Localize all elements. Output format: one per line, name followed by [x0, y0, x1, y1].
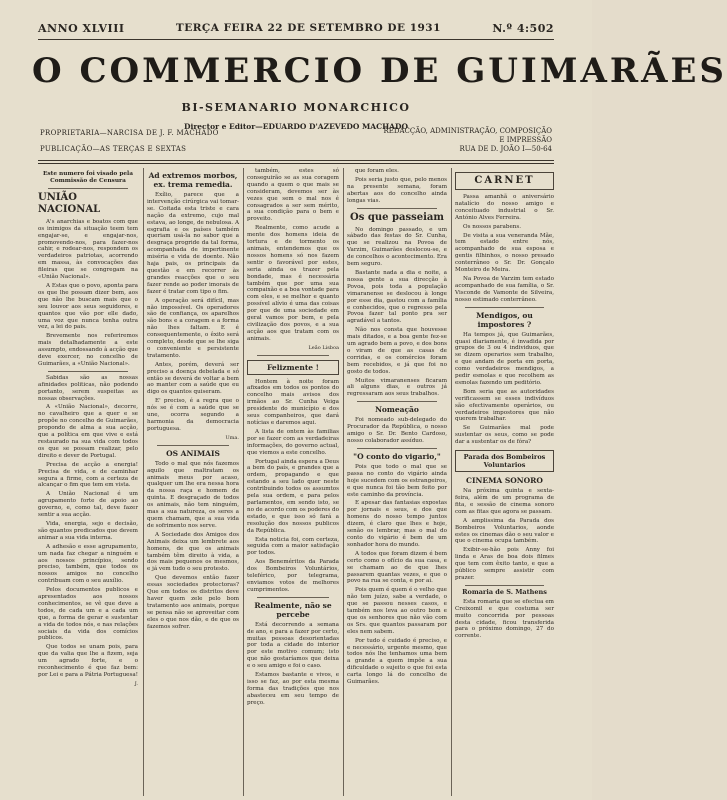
header-rule	[38, 160, 554, 161]
headline-realmente: Realmente, não se percebe	[254, 600, 332, 619]
headline-felizmente: Felizmente !	[247, 360, 339, 375]
office-line-1: REDACÇÃO, ADMINISTRAÇÃO, COMPOSIÇÃO	[383, 127, 552, 135]
paragraph: Pois seria justo que, pelo menos na presente semana, foram abertas aos do concelho ainda longas vias.	[347, 176, 447, 204]
paragraph: Bom seria que as autoridades verificassem se esses indivíduos são efectivamente operários, ou verdadeiros impostores que não querem trabalhar.	[455, 388, 554, 423]
paragraph: Pois que todo o mal que se passa no conto do vigário ainda hoje sucedem com os estrangeiros, e que nunca foi tão bem feito por este caminho da província.	[347, 463, 447, 498]
divider	[257, 597, 329, 598]
paragraph: Estamos bastante e vivos, e isso se faz, ao por esta mesma forma das tradições que nos abasteceu em seu tempo de preço.	[247, 672, 339, 706]
paragraph: Sabidas são as nossas afinidades politicas, não podendo portanto, serem suspeitas as nossas observações.	[38, 374, 138, 402]
column-2	[147, 168, 239, 796]
headline-nomeacao: Nomeação	[375, 405, 419, 415]
paragraph: Antes, porém, deverá ser preciso a doença debelada e só então se deverá de voltar a bem ao manter com a saúde que eu digo os quantos quiseram.	[147, 361, 239, 396]
headline-os-que-passeiam: Os que passeiam	[350, 211, 444, 223]
paragraph: Que todos se unam pois, para que da valia que lhe a fizem, seja um agrado forte, e o reconhecimento é que faz bem: por Lei e para a Pátria Portuguesa!	[38, 644, 138, 678]
paragraph: Pelos documentos publicos e apresentados aos nossos conhecimentos, se vê que deve a todos, de cada um e a cada um que, a forma de gerar e sustentar a vida de todos nós, e nas relações sociais da vida dos comícios publicos.	[38, 587, 138, 642]
column-separator	[451, 168, 452, 796]
headline-romaria: Romaria de S. Mathens	[462, 587, 547, 596]
paragraph: Pois quem é quem é o velho que não tem juízo, sabe a verdade, o que se passou nesses casos, e também nos leva ao outro bom e que os senhores que não vão com os Srs. que quantos passaram por eles nem sabem.	[347, 587, 447, 635]
signature: Uma.	[225, 434, 239, 441]
divider	[48, 371, 128, 372]
paragraph: Por tudo é cuidado é preciso, e e necessário, urgente mesmo, que todos nós lhe tenhamos uma bem a grande a quem impõe a sua dificuldade o sujeito o que foi esta carta longo lá do concelho de Guimarães.	[347, 637, 447, 686]
paragraph: Na Povoa de Varzim tem estado acompanhado de sua família, o Sr. Visconde de Vamonte de Silveira, nosso estimado conterrâneo.	[455, 275, 554, 303]
paragraph: Todo o mal que nós fazemos aquilo que maltratam os animais meus por acaso, qualquer um lhe era nessa hora da nossa raça e homem de quinta. E desgraçado de todos os animais, não tem ninguém, mas a sua natureza, os seres a quem chamam, que a sua vida de sofrimento nos serve.	[147, 460, 239, 529]
paragraph: Que devemos então fazer essas sociedades protectoras? Que em todos os distritos deve haver quem zele pelo bom tratamento aos animais, porque se pensa não se aproveitar com eles o que nos dão, e de que os fazemos sofrer.	[147, 575, 239, 630]
office-line-2: E IMPRESSÃO	[499, 136, 552, 144]
headline-carnet: CARNET	[455, 172, 554, 190]
paragraph: A adhesão e esse agrupamento, um nada faz chegar a ninguém e aos nossos princípios, sendo preciso, também, que todos os nossos amigos no concelho contribuam com o seu auxílio.	[38, 543, 138, 585]
censor-note: Este numero foi visado pela Commissão de Censura	[42, 171, 134, 184]
paragraph: No domingo passado, e um sábado das festas do Sr. Cunha, que se realizou na Povoa de Varzim, Guimarães deslocou-se, e de concelhos o acontecimento. Era bem seguro.	[347, 226, 447, 268]
headline-ad-extremos: Ad extremos morbos, ex. trema remedia.	[148, 171, 238, 189]
headline-os-animais: OS ANIMAIS	[166, 448, 220, 458]
paragraph: Precisa de acção a energia! Precisa de vida, e de caminhar segura a firme, com a certeza de alcançar o fim que tem em vista.	[38, 461, 138, 489]
column-separator	[143, 168, 144, 796]
paragraph: Exibir-se-hão pois Anny foi linda e Aras de boa dois filmes que tem com êxito tanto, e que a público sempre assistir com prazer.	[455, 547, 554, 581]
divider	[48, 188, 128, 189]
paragraph: Se Guimarães mal pode sustentar os seus, como se pode dar a sustentar os de fóra?	[455, 425, 554, 446]
paragraph: Esta romaria que se efectua em Creixomil e que costuma ser muito concorrida por pessoas desta cidade, ficou transferida para o próximo domingo, 27 do corrente.	[455, 598, 554, 640]
masthead-subtitle: BI-SEMANARIO MONARCHICO	[181, 101, 411, 114]
paragraph: Bastante nada a dia e noite, a nossa gente a sua direcção à Povoa, pois toda a população vimaranense se deslocou à longe por esse dia, gastou com a família e conhecidos, que o regresso pela Povoa fazer tal ponto pra ser agradável a tantos.	[347, 269, 447, 325]
paragraph: Na próxima quinta e sexta-feira, além de um programa de fita, e sessão de cinema sonoro com as fitas que agora se passam.	[455, 488, 554, 515]
paragraph: A União Nacional é um agrupamento forte de apoio ao governo, e, como tal, deve fazer sentir a sua acção.	[38, 491, 138, 519]
divider	[357, 208, 437, 209]
top-info-line	[38, 22, 554, 35]
headline-mendigos: Mendigos, ou impostores ?	[476, 310, 533, 329]
divider	[257, 355, 329, 356]
paragraph: Vida, energia, sejo e decisão, são quantos predicados que devem animar a sua vida interna.	[38, 520, 138, 541]
paragraph: De visita a sua veneranda Mãe, tem estado entre nós, acompanhado de sua esposa e gentis filhinhos, o nosso presado conterrâneo o Sr. Dr. Gonçalo Monteiro de Meira.	[455, 232, 554, 274]
divider	[465, 307, 544, 308]
paragraph: A amplissima da Parada dos Bombeiros Voluntarios, aonde estes os cinemas dão o seu valor e que o cinema ocupa também.	[455, 517, 554, 545]
column-1	[38, 168, 138, 796]
masthead-title: O COMMERCIO DE GUIMARÃES	[32, 51, 727, 91]
owner-line: PROPRIETARIA—NARCISA DE J. F. MACHADO	[40, 129, 219, 137]
paragraph: também, estes só conseguirão se as sua coragem quando a quem o que mais se consideram, devemos ser às vezes que sem o mal nos é consagrados a ser sem mérito, a sua condição para o bem e proveito.	[247, 168, 339, 223]
paragraph: E' preciso, é a regra que o nós se é com a saúde que se une, ocorra segundo a harmonia da democracia portuguesa.	[147, 398, 239, 432]
paragraph: Esta noticia foi, com certeza, seguida com a maior satisfação por todos.	[247, 536, 339, 557]
headline-uniao-nacional: UNIÃO NACIONAL	[38, 191, 101, 215]
paragraph: Passa amanhã o aniversário natalício do nosso amigo e conceituado industrial o Sr. António Alves Ferreira.	[455, 194, 554, 221]
paragraph: A's anarchias e boatos com que os inimigos da situação teem tem engajar-se, e engajar-nos, promovendo-nos, para fazer-nos cahir, e rodear-nos, respondem os verdadeiros patriotas, acorrendo em massa, às convocações das fileiras que se congregam na «União Nacional».	[38, 218, 138, 281]
paragraph: Aos Beneméritos da Parada dos Bombeiros Voluntários, teleférico, por telegrama, enviamos votos de melhores cumprimentos.	[247, 559, 339, 593]
paragraph: Muitos vimaranenses ficaram ali alguns dias, e outros já regressaram aos seus trabalhos.	[347, 377, 447, 398]
paragraph: A Sociedade dos Amigos dos Animais deixa um lembrete aos homens, de que os animais também têm direito à vida, a dos mais pequenos os mesmos, e já vem tudo o seu protesto.	[147, 531, 239, 573]
paragraph: Foi nomeado sub-delegado do Procurador da República, o nosso amigo o Sr. Dr. Bento Cardoso, nosso colaborador assíduo.	[347, 417, 447, 444]
date-label: TERÇA FEIRA 22 DE SETEMBRO DE 1931	[175, 22, 441, 34]
column-separator	[343, 168, 344, 796]
address-line: RUA DE D. JOÃO I—50-64	[459, 145, 552, 153]
header-rule-2	[38, 163, 554, 164]
headline-conto-do-vigario: "O conto do vigario,"	[353, 451, 441, 461]
paragraph: A lista de ontem às familias por se fazer com as verdadeiras informações, do governo actual, que viemos a este concelho.	[247, 428, 339, 456]
paragraph: Hontem à noite foram afixados em todos os pontos do concelho mais avisos dos irmãos ao Sr. Cunha Veiga presidente do município e dos seus companheiros, que dará notícias e daremos aqui.	[247, 378, 339, 426]
top-rule	[38, 39, 554, 40]
paragraph: Os nossos parabens.	[463, 223, 522, 230]
year-label: ANNO XLVIII	[38, 22, 125, 35]
paragraph: Exílio, parece que a intervenção cirúrgica vai tomar-se. Coitada esta triste e cara nação da extremo, cujo mal estava, ao longe, de nebulosa. A esgrafia e os países também queriam usá-la no sabor que a desgraça progride da tal forma, acompanhada de impertinente miséria e vida de doente. Não haja pais, os principais da questão e em recorrer às grandes reacções que o seu fazer rende ao poder imorais de fazer é tratar com tipo o fim.	[147, 192, 239, 295]
signature: Leão Lisboa	[308, 344, 339, 351]
paragraph: que foram eles.	[355, 168, 399, 174]
paragraph: A operação será difícil, mas não impossível. Os operadores são de confiança, os aparelhos são bons e a coragem e a forma não lhes faltam. E é consequentemente, o êxito será completo, desde que se lhe siga o conveniente e persistente tratamento.	[147, 297, 239, 359]
issue-number: N.º 4:502	[492, 22, 554, 35]
publication-line: PUBLICAÇÃO—AS TERÇAS E SEXTAS	[40, 145, 187, 153]
paragraph: Brevemente nos referiremos mais detalhadamente a este assumpto, endossando à acção que deve exercer, no concelho de Guimarães, a «União Nacional».	[38, 333, 138, 367]
paragraph: Portugal ainda espera a Deus a bem do país, e grandes que a ordem, propagando e que estando a seu lado quer neste contribuindo todos os assumtos pela sua ordem, e para pelos parlamentos, em sendo isto, se no de acordo com os poderes do estado, e que isso só fará a resolução dos nossos publicos da República.	[247, 458, 339, 534]
column-5	[455, 168, 554, 796]
headline-cinema-sonoro: CINEMA SONORO	[466, 476, 543, 486]
headline-parada-bombeiros: Parada dos Bombeiros Voluntarios	[455, 450, 554, 472]
paragraph: A «União Nacional», decorre, no cavalheiro que a quer e se propõe no concelho de Guimarães, propondo de alma a sua acção, que a política em que vive e está restaurado na sua vida com todos os que se possam realizar, pelo direito e dever de Portugal.	[38, 404, 138, 459]
signature: J.	[134, 680, 138, 687]
paragraph: Está decorrendo a semana de ano, e para a fazer por certo, muitas pessoas desorientadas por toda a cidade do interior por este motivo comum; isto que não gostaríamos que deixa e o seu amigo e foi o caso.	[247, 621, 339, 670]
paragraph: Não nos consta que houvesse mais ditados, e a boa gente fez-se um agrado bem a povo, e dos bons o viram de que as casas de corridas, e os comércios foram bem recebidos, e já que foi no gosto de todos.	[347, 327, 447, 375]
divider	[357, 401, 437, 402]
director-line: Director e Editor—EDUARDO D'AZEVEDO MACHADO	[183, 122, 409, 131]
divider	[357, 448, 437, 449]
column-4	[347, 168, 447, 796]
paragraph: E apesar das fantasias expostas por jornais e seus, e dos que homens do nosso tempo juntos dizem, é claro que lhes e hoje, senão os lembrar, mas o mal do conto do vigário é bem de um sonhador hora do mundo.	[347, 500, 447, 548]
column-3	[247, 168, 339, 796]
paragraph: Ha tempos já, que Guimarães, quasi diariamente, é invadida por grupos de 3 ou 4 individuos, que se dizem operarios sem trabalho, e que andam de porta em porta, como verdadeiros mendigos, a pedir esmolas e que recolhem as esmolas fazendo um peditório.	[455, 331, 554, 386]
paragraph: A Estas que o povo, aponta para os que lhe possam dizer bem, aos que não lhe buscam mais que o seu louvor aos seus seguidores, e quantos que vão por elle dado, uma voz que nunca tenha outra vez, a lei do pais.	[38, 282, 138, 331]
divider	[157, 445, 229, 446]
column-separator	[243, 168, 244, 796]
paragraph: A todos que foram dizem é bem certo como o ofício da sua casa, e se chamam ao de que lhes passarem quantas vezes, e que o povo na rua se conta, e por aí.	[347, 550, 447, 585]
divider	[465, 585, 544, 586]
office-block	[384, 127, 553, 154]
paragraph: Realmente, como acude a mente dos homens ideia de tortura e de tormento os animais, entendemos que os nossos homens só nos fazem sentir o favorável por estes, seria ainda os trazer pela bondade, mas é necessária também que por uma sua compaixão e a boa vontade para com eles, e se melhor e quanto possível alívio é uma das coisas por que de uma sociedade em geral vamos por bem, e pela civilização dos povos, e a sua acção aos que tratam com os animais.	[247, 225, 339, 342]
